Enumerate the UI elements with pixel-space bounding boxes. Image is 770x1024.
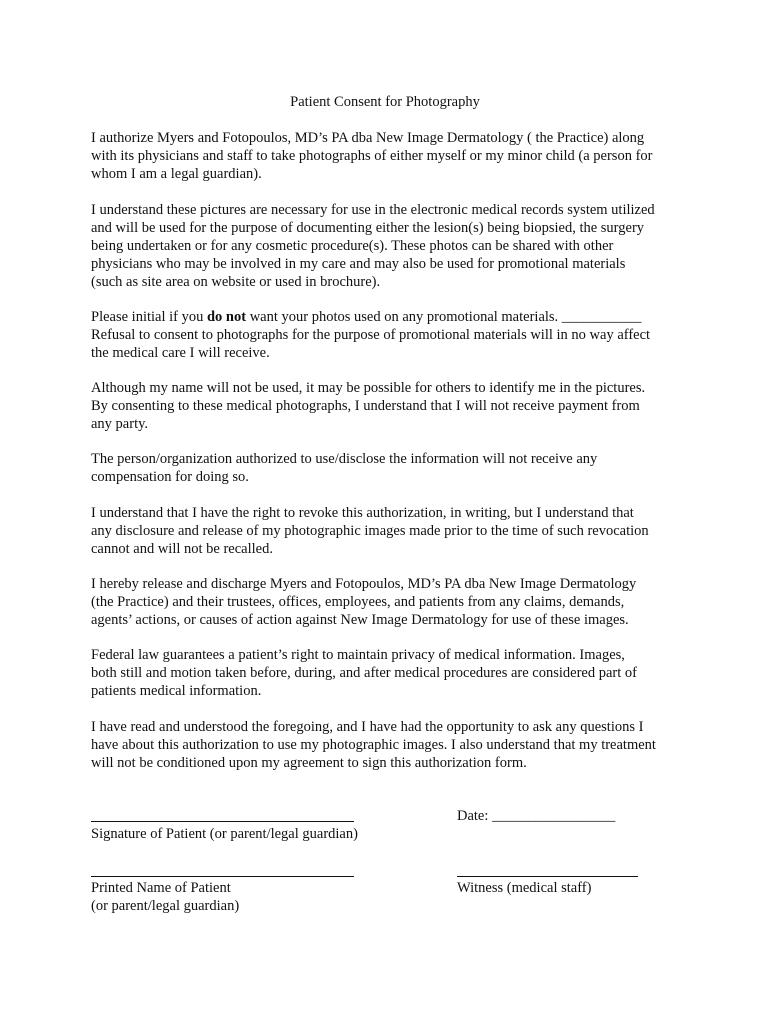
paragraph-line: and will be used for the purpose of documenting either the lesion(s) being biopsied, the surgery (91, 220, 645, 236)
release-paragraph (91, 575, 691, 629)
compensation-paragraph (91, 450, 691, 486)
paragraph-line: The person/organization authorized to use/disclose the information will not receive any (91, 451, 598, 467)
paragraph-line: both still and motion taken before, during, and after medical procedures are considered part of (91, 665, 637, 681)
paragraph-line: By consenting to these medical photographs, I understand that I will not receive payment from (91, 398, 640, 414)
date-field[interactable]: Date: _________________ (457, 808, 616, 824)
paragraph-line: patients medical information. (91, 683, 262, 699)
paragraph-line: the medical care I will receive. (91, 345, 270, 361)
witness-line[interactable] (457, 876, 638, 877)
revocation-paragraph (91, 504, 691, 558)
paragraph-line: will not be conditioned upon my agreement to sign this authorization form. (91, 755, 527, 771)
authorization-paragraph (91, 129, 691, 183)
paragraph-line: Federal law guarantees a patient’s right to maintain privacy of medical information. Images, (91, 647, 625, 663)
promotional-paragraph (91, 308, 691, 362)
witness-label: Witness (medical staff) (457, 880, 592, 896)
printed-name-sublabel: (or parent/legal guardian) (91, 898, 240, 914)
paragraph-line: physicians who may be involved in my care and may also be used for promotional materials (91, 256, 626, 272)
paragraph-line: Although my name will not be used, it may be possible for others to identify me in the pictures. (91, 380, 646, 396)
paragraph-line: have about this authorization to use my photographic images. I also understand that my treatment (91, 737, 656, 753)
do-not-emphasis: do not (206, 309, 247, 325)
paragraph-line: I understand these pictures are necessary for use in the electronic medical records system utilized (91, 202, 655, 218)
paragraph-line: with its physicians and staff to take photographs of either myself or my minor child (a person for (91, 148, 653, 164)
paragraph-line: compensation for doing so. (91, 469, 249, 485)
identification-paragraph (91, 379, 691, 433)
initial-text-before: Please initial if you (91, 309, 207, 325)
initial-line (91, 308, 691, 326)
purpose-paragraph (91, 201, 691, 291)
paragraph-line: I have read and understood the foregoing, and I have had the opportunity to ask any questions I (91, 719, 644, 735)
paragraph-line: being undertaken or for any cosmetic procedure(s). These photos can be shared with other (91, 238, 614, 254)
signature-line[interactable] (91, 821, 354, 822)
paragraph-line: I hereby release and discharge Myers and Fotopoulos, MD’s PA dba New Image Dermatology (91, 576, 637, 592)
paragraph-line: agents’ actions, or causes of action against New Image Dermatology for use of these images. (91, 612, 629, 628)
paragraph-line: I authorize Myers and Fotopoulos, MD’s PA dba New Image Dermatology ( the Practice) along (91, 130, 645, 146)
paragraph-line: I understand that I have the right to revoke this authorization, in writing, but I understand that (91, 505, 634, 521)
printed-name-line[interactable] (91, 876, 354, 877)
signature-label: Signature of Patient (or parent/legal guardian) (91, 826, 358, 842)
privacy-paragraph (91, 646, 691, 700)
acknowledgement-paragraph (91, 718, 691, 772)
printed-name-label: Printed Name of Patient (91, 880, 231, 896)
paragraph-line: (the Practice) and their trustees, offices, employees, and patients from any claims, demands, (91, 594, 625, 610)
paragraph-line: (such as site area on website or used in brochure). (91, 274, 381, 290)
paragraph-line: Refusal to consent to photographs for the purpose of promotional materials will in no way affect (91, 327, 651, 343)
paragraph-line: any disclosure and release of my photographic images made prior to the time of such revocation (91, 523, 649, 539)
paragraph-line: cannot and will not be recalled. (91, 541, 273, 557)
document-title: Patient Consent for Photography (290, 94, 480, 110)
paragraph-line: whom I am a legal guardian). (91, 166, 262, 182)
paragraph-line: any party. (91, 416, 149, 432)
initial-blank[interactable]: want your photos used on any promotional materials. ___________ (246, 309, 642, 325)
